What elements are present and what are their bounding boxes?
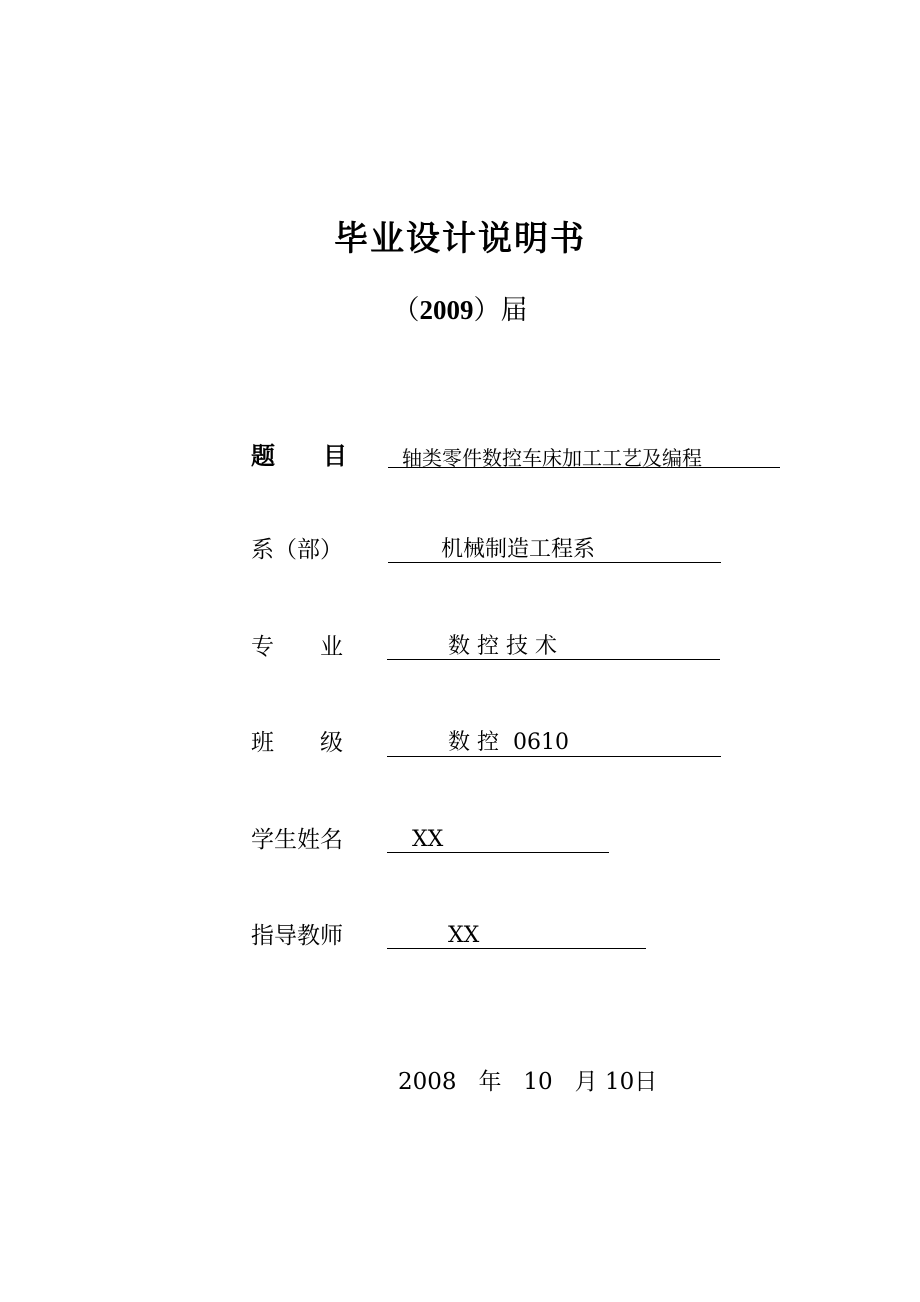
field-department-label: 系（部） [251,537,343,563]
field-topic-label: 题 目 [251,441,347,470]
session-year: 2009 [419,295,474,325]
session-suffix: ）届 [473,295,528,326]
field-class-underline [387,756,721,757]
field-class-value: 数 控 0610 [448,730,569,755]
field-student-name-value: XX [412,827,444,852]
graduation-session [0,288,920,333]
session-open-paren: （ [392,295,420,326]
field-topic [0,436,920,476]
field-advisor-value: XX [448,923,480,948]
date-month: 10 [523,1069,553,1095]
field-advisor-underline [387,948,646,949]
field-major-label: 专 业 [251,634,343,660]
field-class [0,723,920,763]
field-department-underline [388,562,721,563]
date-month-unit: 月 [574,1069,598,1095]
field-department-value: 机械制造工程系 [441,537,596,562]
field-major [0,627,920,667]
date-day: 10 [604,1069,635,1095]
field-topic-underline [388,467,780,468]
field-advisor [0,916,920,956]
date-day-unit: 日 [634,1069,658,1095]
date-year-unit: 年 [478,1069,502,1095]
document-date [398,1062,657,1102]
field-student-name [0,820,920,860]
field-advisor-label: 指导教师 [251,923,343,949]
field-student-name-underline [387,852,609,853]
field-topic-value: 轴类零件数控车床加工工艺及编程 [402,446,702,470]
field-class-label: 班 级 [251,730,343,756]
document-title: 毕业设计说明书 [334,219,586,259]
field-major-underline [387,659,720,660]
date-year: 2008 [398,1069,457,1095]
field-major-value: 数 控 技 术 [448,634,557,659]
field-student-name-label: 学生姓名 [251,827,343,853]
field-department [0,530,920,570]
